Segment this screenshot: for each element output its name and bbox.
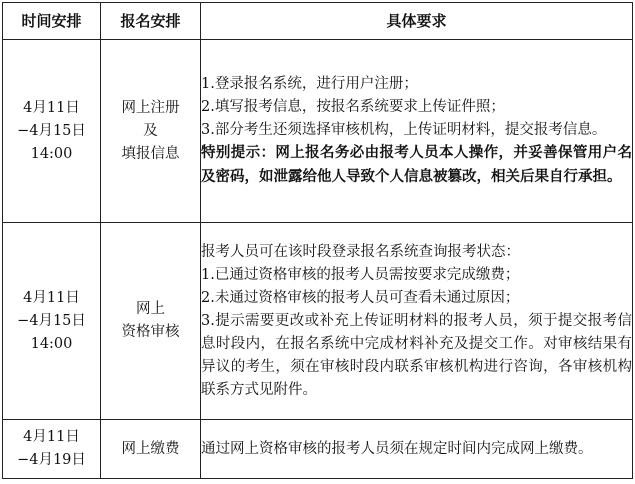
time-start: 4月11日 <box>23 99 80 116</box>
schedule-table <box>2 2 633 479</box>
table-row <box>3 420 633 479</box>
arrangement-cell <box>101 420 201 479</box>
time-start: 4月11日 <box>23 429 80 445</box>
header-arrangement: 报名安排 <box>101 3 201 40</box>
requirement-item: 报考人员可在该时段登录报名系统查询报考状态： <box>201 243 520 260</box>
table-row <box>3 40 633 223</box>
table-row <box>3 223 633 420</box>
requirements-cell <box>201 223 633 420</box>
requirement-item: 3.部分考生还须选择审核机构，上传证明材料，提交报考信息。 <box>201 122 607 138</box>
requirement-item: 2.未通过资格审核的报考人员可查看未通过原因； <box>201 289 520 306</box>
time-cell <box>3 40 101 223</box>
requirement-item: 1.登录报名系统，进行用户注册； <box>201 76 418 92</box>
requirements-cell <box>201 40 633 223</box>
time-clock: 14:00 <box>30 335 73 352</box>
arrangement-cell <box>101 223 201 420</box>
arrangement-line: 资格审核 <box>121 324 180 340</box>
special-notice: 特别提示：网上报名务必由报考人员本人操作，并妥善保管用户名及密码，如泄露给他人导致个人信息被篡改，相关后果自行承担。 <box>201 145 632 185</box>
time-cell <box>3 223 101 420</box>
header-row <box>3 3 633 40</box>
arrangement-line: 填报信息 <box>121 145 180 162</box>
time-clock: 14:00 <box>30 145 73 162</box>
arrangement-line: 及 <box>143 122 158 139</box>
time-end: −4月15日 <box>17 122 86 139</box>
requirement-item: 通过网上资格审核的报考人员须在规定时间内完成网上缴费。 <box>201 440 593 457</box>
requirement-item: 2.填写报考信息，按报名系统要求上传证件照； <box>201 99 505 115</box>
requirement-item: 3.提示需要更改或补充上传证明材料的报考人员，须于提交报考信息时段内，在报名系统中完成材料补充及提交工作。对审核结果有异议的考生，须在审核时段内联系审核机构进行咨询，各审核机构联系方式见附件。 <box>201 312 632 398</box>
requirements-cell <box>201 420 633 479</box>
time-start: 4月11日 <box>23 289 80 306</box>
arrangement-line: 网上缴费 <box>121 440 180 457</box>
header-time: 时间安排 <box>3 3 101 40</box>
arrangement-line: 网上 <box>136 301 165 317</box>
arrangement-cell <box>101 40 201 223</box>
time-cell <box>3 420 101 479</box>
arrangement-line: 网上注册 <box>121 99 180 116</box>
requirement-item: 1.已通过资格审核的报考人员需按要求完成缴费； <box>201 266 520 283</box>
time-end: −4月15日 <box>17 312 86 329</box>
time-end: −4月19日 <box>17 452 86 468</box>
header-requirements: 具体要求 <box>201 3 633 40</box>
